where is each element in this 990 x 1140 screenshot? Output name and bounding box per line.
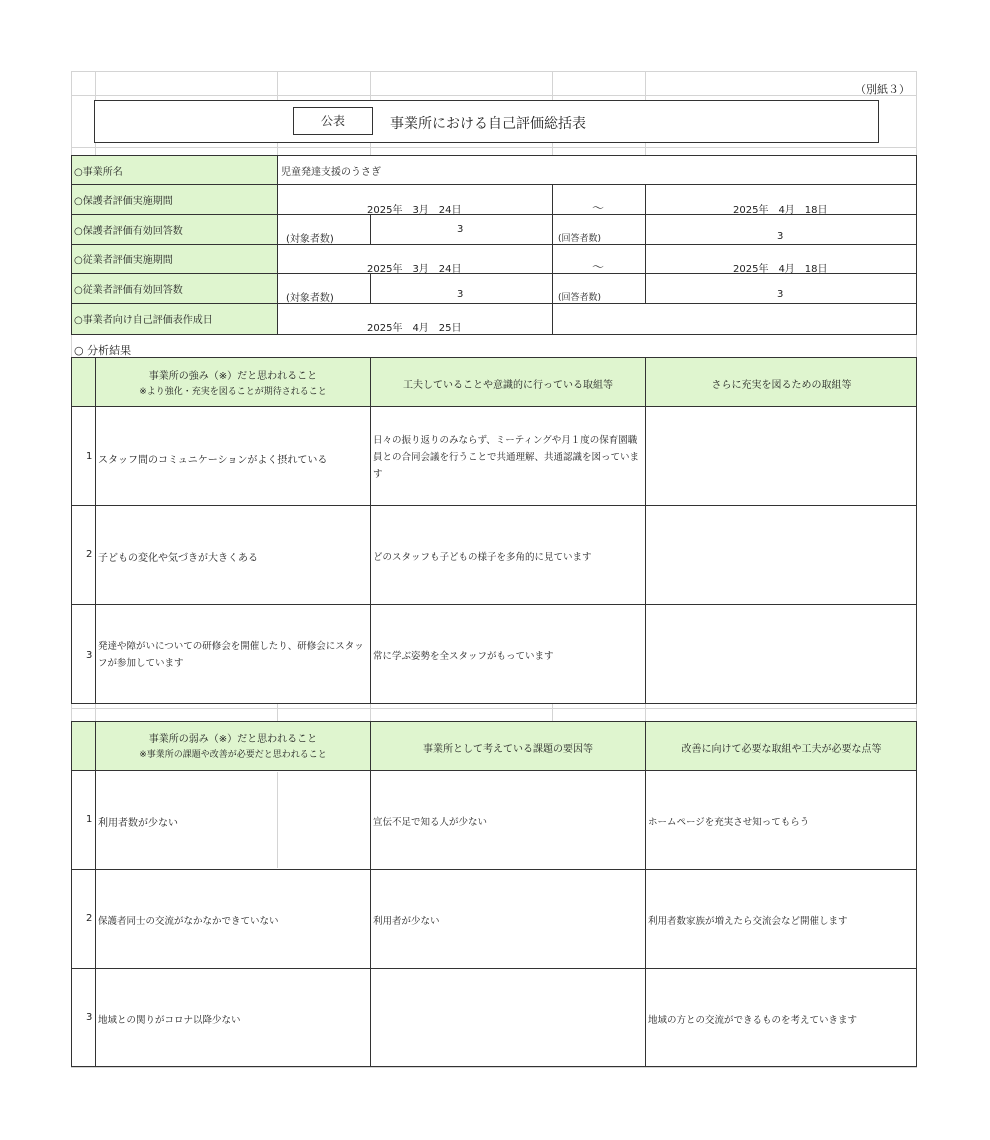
strengths-col1-note: ※より強化・充実を図ることが期待されること bbox=[139, 387, 327, 397]
grid-line bbox=[552, 703, 553, 721]
grid-line bbox=[71, 708, 917, 709]
table-line bbox=[370, 357, 371, 704]
staff-respondent-label: (回答者数) bbox=[558, 293, 602, 303]
table-row-number: 3 bbox=[86, 650, 93, 661]
table-line bbox=[71, 303, 917, 304]
table-row-number: 2 bbox=[86, 913, 93, 924]
guardian-target-value: 3 bbox=[457, 224, 464, 235]
table-line bbox=[645, 721, 646, 1067]
weaknesses-col1-note: ※事業所の課題や改善が必要だと思われること bbox=[139, 750, 327, 760]
weaknesses-col3-header: 改善に向けて必要な取組や工夫が必要な点等 bbox=[681, 744, 882, 755]
staff-respondent-value: 3 bbox=[777, 289, 784, 300]
weakness-improve: 利用者数家族が増えたら交流会など開催します bbox=[648, 916, 848, 927]
grid-line bbox=[277, 703, 278, 721]
strength-effort: 常に学ぶ姿勢を全スタッフがもっています bbox=[373, 651, 554, 662]
table-line bbox=[71, 770, 917, 771]
created-label: ○事業者向け自己評価表作成日 bbox=[74, 315, 213, 326]
strength-item: スタッフ間のコミュニケーションがよく摂れている bbox=[98, 455, 328, 466]
staff-period-tilde: ～ bbox=[592, 260, 605, 274]
table-line bbox=[95, 721, 96, 1067]
staff-target-label: (対象者数) bbox=[286, 293, 334, 304]
table-line bbox=[370, 214, 371, 244]
table-line bbox=[71, 869, 917, 870]
grid-line bbox=[71, 147, 917, 148]
table-line bbox=[370, 273, 371, 303]
table-line bbox=[71, 244, 917, 245]
weakness-item: 利用者数が少ない bbox=[98, 818, 178, 829]
table-row-number: 1 bbox=[86, 814, 93, 825]
staff-period-end: 2025年 4月 18日 bbox=[733, 264, 828, 275]
weakness-item: 地域との関りがコロナ以降少ない bbox=[98, 1015, 241, 1026]
grid-line bbox=[71, 95, 917, 96]
guardian-respondent-label: (回答者数) bbox=[558, 234, 602, 244]
strengths-col1-header: 事業所の強み（※）だと思われること bbox=[148, 371, 318, 382]
page-title: 事業所における自己評価総括表 bbox=[390, 116, 586, 132]
table-row-number: 3 bbox=[86, 1012, 93, 1023]
guardian-period-end: 2025年 4月 18日 bbox=[733, 205, 828, 216]
staff-responses-label: ○従業者評価有効回答数 bbox=[74, 285, 183, 296]
table-line bbox=[552, 184, 553, 335]
guardian-responses-label: ○保護者評価有効回答数 bbox=[74, 226, 183, 237]
table-line bbox=[645, 357, 646, 704]
table-line bbox=[645, 184, 646, 304]
office-name-label: ○事業所名 bbox=[74, 167, 123, 178]
table-line bbox=[370, 721, 371, 1067]
grid-line bbox=[95, 703, 96, 721]
strengths-col2-header: 工夫していることや意識的に行っている取組等 bbox=[403, 380, 613, 391]
grid-line bbox=[370, 703, 371, 721]
office-name-value: 児童発達支援のうさぎ bbox=[281, 167, 381, 178]
table-line bbox=[71, 505, 917, 506]
guardian-period-label: ○保護者評価実施期間 bbox=[74, 196, 173, 207]
weakness-item: 保護者同士の交流がなかなかできていない bbox=[98, 916, 279, 927]
weakness-improve: 地域の方との交流ができるものを考えていきます bbox=[648, 1015, 858, 1026]
strength-effort: どのスタッフも子どもの様子を多角的に見ています bbox=[373, 552, 592, 563]
weaknesses-col1-header: 事業所の弱み（※）だと思われること bbox=[148, 734, 318, 745]
table-line bbox=[71, 406, 917, 407]
weakness-cause: 利用者が少ない bbox=[373, 916, 440, 927]
analysis-label: ○ 分析結果 bbox=[74, 344, 132, 357]
staff-target-value: 3 bbox=[457, 289, 464, 300]
table-line bbox=[71, 604, 917, 605]
created-value: 2025年 4月 25日 bbox=[367, 323, 462, 334]
strength-item: 子どもの変化や気づきが大きくある bbox=[98, 553, 258, 564]
public-label: 公表 bbox=[293, 107, 373, 135]
strength-item: 発達や障がいについての研修会を開催したり、研修会にスタッフが参加しています bbox=[98, 641, 364, 669]
table-row-number: 1 bbox=[86, 451, 93, 462]
table-row-number: 2 bbox=[86, 549, 93, 560]
weakness-cause: 宣伝不足で知る人が少ない bbox=[373, 817, 488, 828]
table-line bbox=[95, 357, 96, 704]
weaknesses-col2-header: 事業所として考えている課題の要因等 bbox=[423, 744, 593, 755]
strength-effort: 日々の振り返りのみならず、ミーティングや月１度の保育園職員との合同会議を行うことで共通理解、共通認識を図っています bbox=[373, 435, 640, 480]
grid-line bbox=[645, 703, 646, 721]
info-label-column bbox=[72, 156, 277, 334]
table-line bbox=[277, 155, 278, 335]
guardian-period-tilde: ～ bbox=[592, 201, 605, 215]
table-line bbox=[71, 184, 917, 185]
guardian-respondent-value: 3 bbox=[777, 231, 784, 242]
guardian-target-label: (対象者数) bbox=[286, 234, 334, 245]
attachment-label: （別紙３） bbox=[855, 83, 910, 96]
weakness-improve: ホームページを充実させ知ってもらう bbox=[648, 817, 810, 828]
table-line bbox=[71, 968, 917, 969]
strengths-col3-header: さらに充実を図るための取組等 bbox=[711, 380, 852, 391]
staff-period-start: 2025年 3月 24日 bbox=[367, 264, 462, 275]
guardian-period-start: 2025年 3月 24日 bbox=[367, 205, 462, 216]
staff-period-label: ○従業者評価実施期間 bbox=[74, 255, 173, 266]
